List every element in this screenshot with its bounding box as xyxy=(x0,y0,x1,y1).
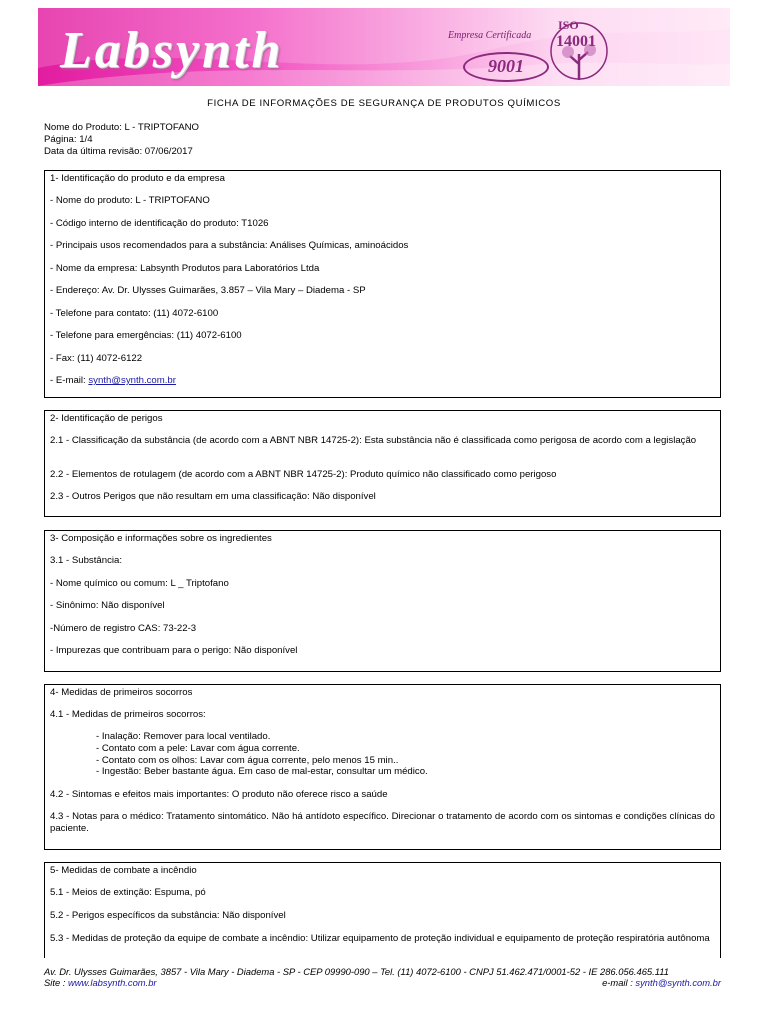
meta-page: Página: 1/4 xyxy=(44,134,93,145)
list-item: - Endereço: Av. Dr. Ulysses Guimarães, 3.857 – Vila Mary – Diadema - SP xyxy=(50,285,366,296)
email-link[interactable]: synth@synth.com.br xyxy=(88,375,176,386)
paragraph-2-2: 2.2 - Elementos de rotulagem (de acordo com a ABNT NBR 14725-2): Produto químico não classificado como perigoso xyxy=(50,469,557,480)
list-item: - Telefone para emergências: (11) 4072-6100 xyxy=(50,330,242,341)
list-item: 3.1 - Substância: xyxy=(50,555,122,566)
paragraph-4-2: 4.2 - Sintomas e efeitos mais importantes: O produto não oferece risco a saúde xyxy=(50,789,388,800)
footer-email-label: e-mail : xyxy=(602,977,636,988)
section-3-composition xyxy=(44,530,721,672)
paragraph-5-3: 5.3 - Medidas de proteção da equipe de combate a incêndio: Utilizar equipamento de proteção individual e equipamento de proteção respiratória autônoma xyxy=(50,933,710,944)
section-title: 4- Medidas de primeiros socorros xyxy=(50,687,193,698)
section-4-first-aid xyxy=(44,684,721,850)
list-item: - Telefone para contato: (11) 4072-6100 xyxy=(50,308,219,319)
footer-email-link[interactable]: synth@synth.com.br xyxy=(635,977,721,988)
list-item: - Nome químico ou comum: L _ Triptofano xyxy=(50,578,229,589)
email-line xyxy=(50,375,715,387)
section-5-fire-fighting xyxy=(44,862,721,958)
section-title: 1- Identificação do produto e da empresa xyxy=(50,173,225,184)
section-title: 5- Medidas de combate a incêndio xyxy=(50,865,197,876)
iso-9001-stamp: 9001 xyxy=(463,52,549,82)
list-item: - Nome da empresa: Labsynth Produtos para Laboratórios Ltda xyxy=(50,263,320,274)
paragraph-2-1: 2.1 - Classificação da substância (de acordo com a ABNT NBR 14725-2): Esta substância não é classificada como perigosa de acordo com a legislação xyxy=(50,435,697,446)
list-item: - Inalação: Remover para local ventilado. xyxy=(96,731,271,742)
iso-14001-label: 14001 xyxy=(556,33,596,50)
list-item: - Contato com a pele: Lavar com água corrente. xyxy=(96,743,300,754)
footer-contact xyxy=(44,977,721,988)
list-item: - Impurezas que contribuam para o perigo: Não disponível xyxy=(50,645,298,656)
footer-site-label: Site : xyxy=(44,977,68,988)
iso-label: ISO xyxy=(558,18,579,32)
paragraph-5-2: 5.2 - Perigos específicos da substância: Não disponível xyxy=(50,910,286,921)
section-title: 3- Composição e informações sobre os ingredientes xyxy=(50,533,272,544)
document-meta xyxy=(44,122,199,158)
email-label: - E-mail: xyxy=(50,375,89,386)
list-item: - Ingestão: Beber bastante água. Em caso de mal-estar, consultar um médico. xyxy=(96,766,428,777)
section-title: 2- Identificação de perigos xyxy=(50,413,163,424)
section-2-hazards xyxy=(44,410,721,517)
list-item: - Código interno de identificação do produto: T1026 xyxy=(50,218,269,229)
list-item: - Fax: (11) 4072-6122 xyxy=(50,353,143,364)
list-item: - Contato com os olhos: Lavar com água corrente, pelo menos 15 min.. xyxy=(96,755,399,766)
list-item: - Nome do produto: L - TRIPTOFANO xyxy=(50,195,210,206)
list-item: - Sinônimo: Não disponível xyxy=(50,600,165,611)
paragraph-4-3: 4.3 - Notas para o médico: Tratamento sintomático. Não há antídoto específico. Direcionar o tratamento de acordo com os sintomas e condições clínicas do paciente. xyxy=(50,811,715,834)
list-item: - Principais usos recomendados para a substância: Análises Químicas, aminoácidos xyxy=(50,240,409,251)
brand-logo: Labsynth xyxy=(60,22,284,79)
subsection-title: 4.1 - Medidas de primeiros socorros: xyxy=(50,709,206,720)
certified-label: Empresa Certificada xyxy=(448,30,532,41)
meta-product-name: Nome do Produto: L - TRIPTOFANO xyxy=(44,122,199,133)
list-item: -Número de registro CAS: 73-22-3 xyxy=(50,623,197,634)
footer-address: Av. Dr. Ulysses Guimarães, 3857 - Vila Mary - Diadema - SP - CEP 09990-090 – Tel. (11) 4072-6100 - CNPJ 51.462.471/0001-52 - IE 286.056.465.111 xyxy=(44,966,669,977)
section-1-identification xyxy=(44,170,721,398)
document-title: FICHA DE INFORMAÇÕES DE SEGURANÇA DE PRODUTOS QUÍMICOS xyxy=(207,98,561,109)
paragraph-5-1: 5.1 - Meios de extinção: Espuma, pó xyxy=(50,887,206,898)
paragraph-2-3: 2.3 - Outros Perigos que não resultam em uma classificação: Não disponível xyxy=(50,491,376,502)
meta-revision-date: Data da última revisão: 07/06/2017 xyxy=(44,146,193,157)
header-banner xyxy=(38,8,730,86)
footer-email xyxy=(602,977,721,988)
footer-site-link[interactable]: www.labsynth.com.br xyxy=(67,977,157,988)
